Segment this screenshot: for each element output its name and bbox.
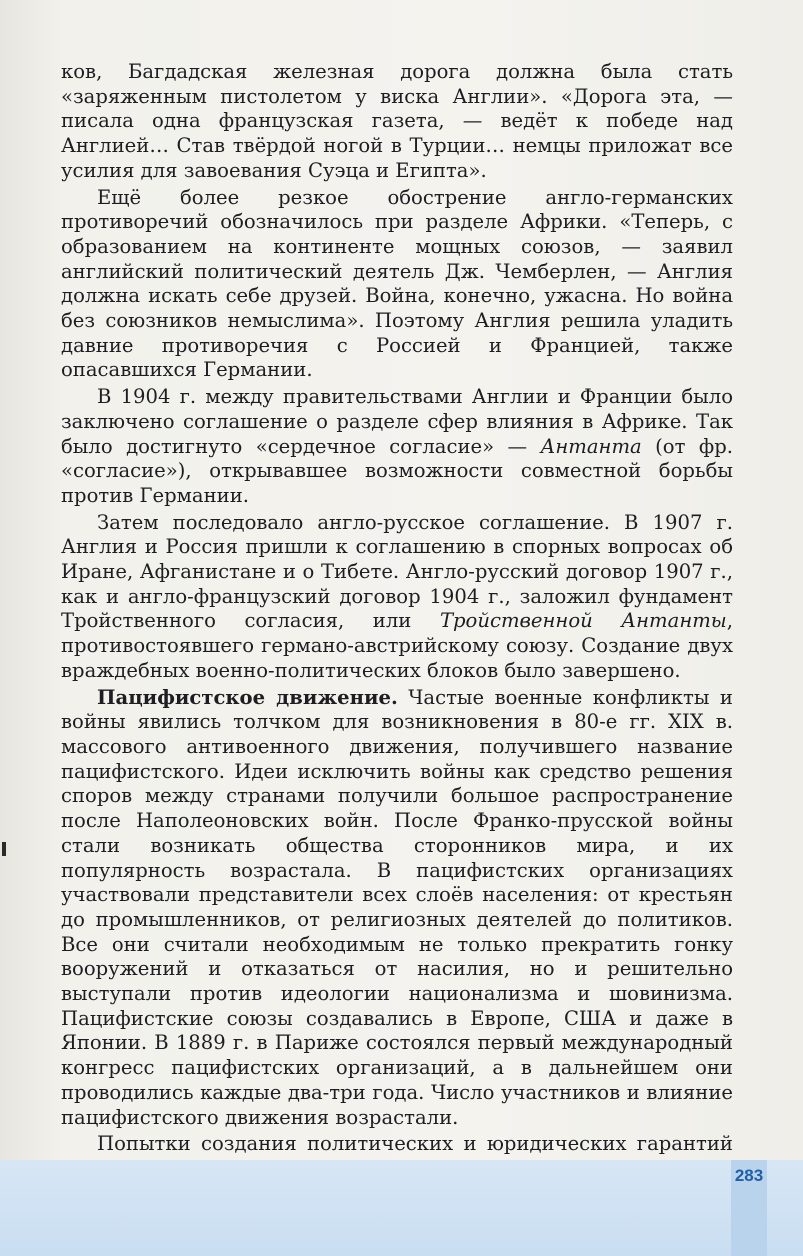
paragraph-5: Пацифистское движение. Частые военные конфликты и войны явились толчком для возникновения в 80-е гг. XIX в. массового антивоенного движения, получившего название пацифистского. Идеи исключить войны как средство решения споров между странами получили большое распространение после Наполеоновских войн. После Франко-прусской войны стали возникать общества сторонников мира, и их популярность возрастала. В пацифистских организациях участвовали представители всех слоёв населения: от крестьян до промышленников, от религиозных деятелей до политиков. Все они считали необходимым не только прекратить гонку вооружений и отказаться от насилия, но и решительно выступали против идеологии национализма и шовинизма. Пацифистские союзы создавались в Европе, США и даже в Японии. В 1889 г. в Париже состоялся первый международный конгресс пацифистских организаций, а в дальнейшем они проводились каждые два-три года. Число участников и влияние пацифистского движения возрастали. (61, 685, 733, 1129)
section-heading-pacifist-movement: Пацифистское движение. (97, 685, 398, 709)
paragraph-2: Ещё более резкое обострение англо-германских противоречий обозначилось при разделе Африки. «Теперь, с образованием на континенте мощных союзов, — заявил английский политический деятель Дж. Чемберлен, — Англия должна искать себе друзей. Война, конечно, ужасна. Но война без союзников немыслима». Поэтому Англия решила уладить давние противоречия с Россией и Францией, также опасавшихся Германии. (61, 185, 733, 382)
term-entente: Антанта (540, 434, 642, 458)
body-text (61, 60, 733, 1233)
paragraph-6: Попытки создания политических и юридических гарантий (97, 1132, 733, 1156)
paragraph-1: ков, Багдадская железная дорога должна была стать «заряженным пистолетом у виска Англии». «Дорога эта, — писала одна французская газета, — ведёт к победе над Англией… Став твёрдой ногой в Турции… немцы приложат все усилия для завоевания Суэца и Египта». (61, 60, 733, 182)
margin-mark (2, 842, 6, 856)
footer-band (0, 1160, 803, 1256)
paragraph-3: В 1904 г. между правительствами Англии и Франции было заключено соглашение о разделе сфер влияния в Африке. Так было достигнуто «сердечное согласие» — Антанта (от фр. «согласие»), открывавшее возможности совместной борьбы против Германии. (61, 385, 733, 507)
paragraph-4: Затем последовало англо-русское соглашение. В 1907 г. Англия и Россия пришли к соглашению в спорных вопросах об Иране, Афганистане и о Тибете. Англо-русский договор 1907 г., как и англо-французский договор 1904 г., заложил фундамент Тройственного согласия, или Тройственной Антанты, противостоявшего германо-австрийскому союзу. Создание двух враждебных военно-политических блоков было завершено. (61, 510, 733, 682)
page-number: 283 (734, 1166, 764, 1185)
term-triple-entente: Тройственной Антанты (439, 609, 727, 633)
